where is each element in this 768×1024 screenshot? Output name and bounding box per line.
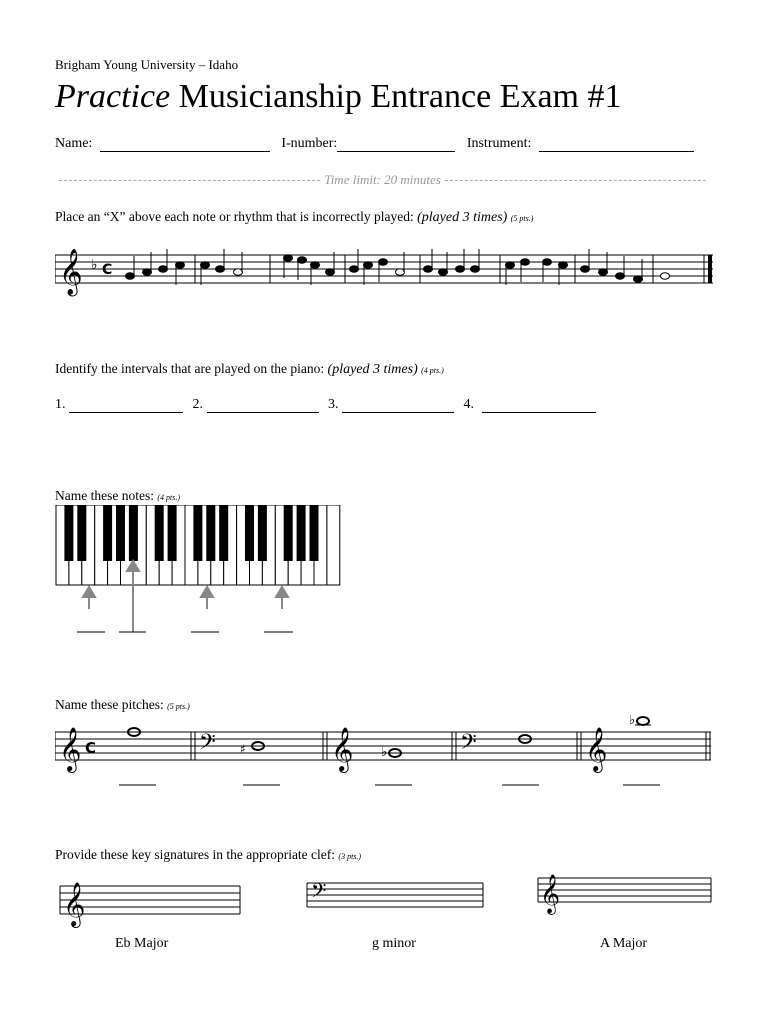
question-1 — [55, 209, 533, 226]
note-head — [581, 266, 590, 273]
black-key — [77, 505, 86, 561]
key-label: A Major — [600, 936, 648, 951]
black-key — [297, 505, 306, 561]
q2-detail: (played 3 times) — [327, 362, 418, 377]
key-label: Eb Major — [115, 936, 169, 951]
title-italic: Practice — [55, 78, 171, 115]
note-head — [521, 259, 530, 266]
note-head — [634, 276, 643, 283]
black-key — [193, 505, 202, 561]
divider — [445, 180, 706, 181]
q1-prompt: Place an “X” above each note or rhythm that is incorrectly played: — [55, 209, 418, 224]
question-5 — [55, 847, 361, 863]
question-2 — [55, 361, 444, 378]
flat-icon: ♭ — [91, 257, 98, 273]
note-head — [506, 262, 515, 269]
note-head — [439, 269, 448, 276]
instrument-label: Instrument: — [466, 136, 532, 151]
black-key — [129, 505, 138, 561]
black-key — [64, 505, 73, 561]
note-head — [471, 266, 480, 273]
note-head — [379, 259, 388, 266]
black-key — [168, 505, 177, 561]
name-label: Name: — [55, 136, 93, 151]
time-signature: C — [102, 262, 113, 278]
arrow-up-icon — [201, 587, 213, 597]
note-head — [298, 257, 307, 264]
treble-clef-icon: 𝄞 — [331, 727, 354, 771]
blank-label: 2. — [192, 397, 203, 412]
note-head — [284, 255, 293, 262]
treble-clef-icon: 𝄞 — [59, 249, 83, 295]
note-head — [424, 266, 433, 273]
flat-icon: ♭ — [629, 713, 636, 728]
whole-note — [637, 717, 649, 725]
time-signature: C — [85, 739, 97, 757]
student-fields — [55, 136, 694, 152]
note-head — [543, 259, 552, 266]
q3-prompt: Name these notes: — [55, 488, 158, 503]
q2-points: (4 pts.) — [421, 366, 444, 375]
q1-detail: (played 3 times) — [417, 210, 508, 225]
key-signature-staves — [55, 870, 715, 965]
black-key — [258, 505, 267, 561]
note-head — [201, 262, 210, 269]
divider — [59, 180, 320, 181]
note-head — [350, 266, 359, 273]
white-key — [327, 505, 340, 585]
note-head — [364, 262, 373, 269]
treble-clef-icon: 𝄞 — [59, 727, 82, 771]
institution: Brigham Young University – Idaho — [55, 57, 239, 72]
black-key — [219, 505, 228, 561]
interval-1-field[interactable] — [69, 399, 183, 413]
q2-prompt: Identify the intervals that are played on the piano: — [55, 361, 328, 376]
q3-points: (4 pts.) — [157, 493, 181, 502]
treble-clef-icon: 𝄞 — [63, 882, 86, 926]
note-head — [456, 266, 465, 273]
arrow-up-icon — [276, 587, 288, 597]
interval-3-field[interactable] — [342, 399, 454, 413]
blank-label: 1. — [55, 397, 66, 412]
bass-clef-icon: 𝄢 — [311, 879, 327, 907]
key-label: g minor — [372, 936, 416, 951]
q4-prompt: Name these pitches: — [55, 697, 168, 712]
q4-points: (5 pts.) — [167, 702, 190, 711]
black-key — [116, 505, 125, 561]
note-head — [126, 273, 135, 280]
sharp-icon: ♯ — [240, 742, 246, 756]
q5-prompt: Provide these key signatures in the appropriate clef: — [55, 847, 339, 862]
black-key — [103, 505, 112, 561]
melody-notes — [126, 249, 670, 285]
note-head — [661, 273, 670, 280]
interval-answers — [55, 397, 596, 413]
pitch-staff — [55, 710, 715, 800]
question-3 — [55, 488, 180, 504]
interval-4-field[interactable] — [482, 399, 596, 413]
note-head — [396, 269, 405, 276]
black-key — [245, 505, 254, 561]
q5-points: (3 pts.) — [338, 852, 362, 861]
flat-icon: ♭ — [381, 745, 388, 760]
time-limit-bar — [55, 172, 710, 188]
black-key — [284, 505, 293, 561]
note-head — [159, 266, 168, 273]
note-head — [234, 269, 243, 276]
black-key — [206, 505, 215, 561]
instrument-field[interactable] — [539, 138, 694, 152]
note-head — [599, 269, 608, 276]
rhythm-staff — [55, 245, 715, 305]
black-key — [310, 505, 319, 561]
treble-clef-icon: 𝄞 — [540, 874, 561, 914]
black-key — [155, 505, 164, 561]
note-head — [176, 262, 185, 269]
bass-clef-icon: 𝄢 — [199, 730, 216, 760]
blank-label: 3. — [328, 397, 339, 412]
page-title — [55, 78, 622, 116]
q1-points: (5 pts.) — [510, 214, 534, 223]
time-limit: Time limit: 20 minutes — [324, 172, 441, 187]
note-head — [311, 262, 320, 269]
note-head — [326, 269, 335, 276]
note-head — [143, 269, 152, 276]
blank-label: 4. — [463, 397, 474, 412]
inumber-label: I-number: — [281, 136, 338, 151]
note-head — [616, 273, 625, 280]
piano-keyboard — [55, 505, 355, 645]
note-head — [216, 266, 225, 273]
bass-clef-icon: 𝄢 — [460, 730, 477, 760]
name-field[interactable] — [100, 138, 270, 152]
title-rest: Musicianship Entrance Exam #1 — [170, 78, 622, 115]
note-head — [559, 262, 568, 269]
treble-clef-icon: 𝄞 — [585, 727, 608, 771]
arrow-up-icon — [83, 587, 95, 597]
interval-2-field[interactable] — [207, 399, 319, 413]
inumber-field[interactable] — [337, 138, 455, 152]
